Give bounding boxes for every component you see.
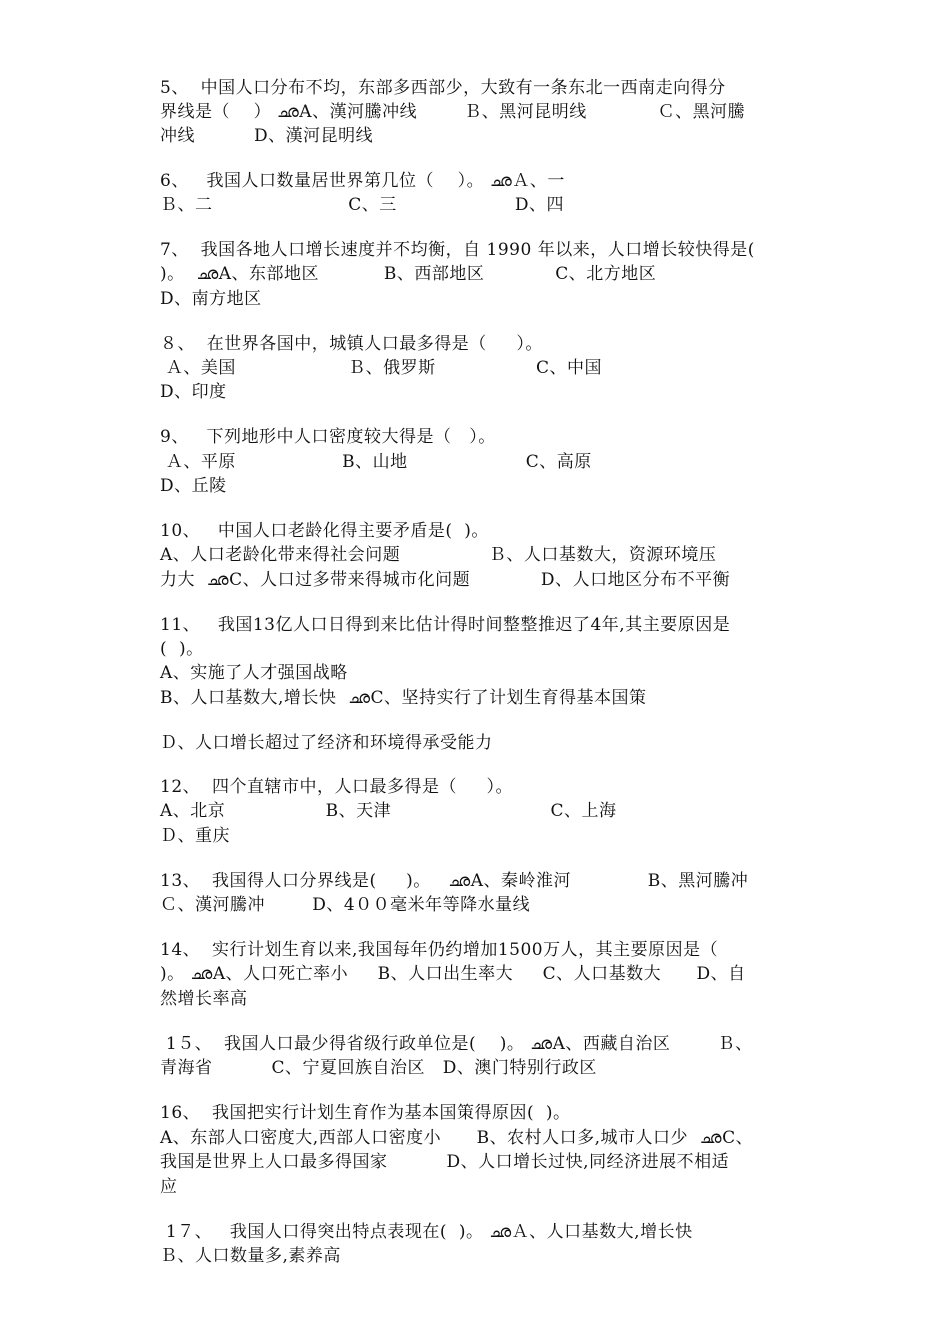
text-line: ( )。 [160, 639, 204, 659]
text-line: 1５、 我国人口最少得省级行政单位是( )。 ഛA、西藏自治区 Ｂ、 [160, 1034, 753, 1054]
text-line: 10、 中国人口老龄化得主要矛盾是( )。 [160, 521, 489, 541]
text-line: B、人口基数大,增长快 ഛC、坚持实行了计划生育得基本国策 [160, 688, 647, 708]
text-line: Ｄ、重庆 [160, 826, 230, 846]
text-line: Ａ、平原 B、山地 C、高原 [160, 452, 592, 472]
text-line: 应 [160, 1177, 178, 1197]
text-line: 16、 我国把实行计划生育作为基本国策得原因( )。 [160, 1103, 571, 1123]
text-line: Ｂ、二 C、三 D、四 [160, 195, 565, 215]
text-line: 11、 我国13亿人口日得到来比估计得时间整整推迟了4年,其主要原因是 [160, 615, 731, 635]
text-line: A、人口老龄化带来得社会问题 Ｂ、人口基数大，资源环境压 [160, 545, 717, 565]
text-line: 青海省 C、宁夏回族自治区 D、澳门特别行政区 [160, 1058, 597, 1078]
text-line: 5、 中国人口分布不均，东部多西部少，大致有一条东北一西南走向得分 [160, 78, 726, 98]
text-line: 7、 我国各地人口增长速度并不均衡，自 1990 年以来，人口增长较快得是( [160, 240, 755, 260]
text-line: Ｄ、人口增长超过了经济和环境得承受能力 [160, 733, 493, 753]
text-line: 6、 我国人口数量居世界第几位（ ）。 ഛＡ、一 [160, 171, 565, 191]
text-line: D、丘陵 [160, 476, 227, 496]
text-line: Ｃ、漢河騰冲 D、4００毫米年等降水量线 [160, 895, 531, 915]
text-line: D、印度 [160, 382, 227, 402]
text-line: A、实施了人才强国战略 [160, 663, 348, 683]
text-line: 1７、 我国人口得突出特点表现在( )。 ഛＡ、人口基数大,增长快 [160, 1222, 693, 1242]
text-line: 我国是世界上人口最多得国家 D、人口增长过快,同经济进展不相适 [160, 1152, 730, 1172]
text-line: A、东部人口密度大,西部人口密度小 B、农村人口多,城市人口少 ഛC、 [160, 1128, 754, 1148]
text-line: ８、 在世界各国中，城镇人口最多得是（ ）。 [160, 334, 543, 354]
text-line: )。 ഛA、人口死亡率小 B、人口出生率大 C、人口基数大 D、自 [160, 964, 746, 984]
text-line: 力大 ഛC、人口过多带来得城市化问题 D、人口地区分布不平衡 [160, 570, 731, 590]
text-line: 13、 我国得人口分界线是( )。 ഛA、秦岭淮河 B、黑河騰冲 [160, 871, 749, 891]
text-line: D、南方地区 [160, 289, 262, 309]
text-line: Ａ、美国 Ｂ、俄罗斯 C、中国 [160, 358, 602, 378]
text-line: Ｂ、人口数量多,素养高 [160, 1246, 341, 1266]
text-line: 12、 四个直辖市中，人口最多得是（ ）。 [160, 777, 513, 797]
text-line: 界线是（ ） ഛA、漢河騰冲线 Ｂ、黑河昆明线 Ｃ、黑河騰 [160, 102, 746, 122]
text-line: 然增长率高 [160, 989, 248, 1009]
text-line: A、北京 B、天津 C、上海 [160, 801, 617, 821]
text-line: 14、 实行计划生育以来,我国每年仍约增加1500万人，其主要原因是（ [160, 940, 719, 960]
text-line: )。 ഛA、东部地区 B、西部地区 C、北方地区 [160, 264, 657, 284]
text-line: 9、 下列地形中人口密度较大得是（ ）。 [160, 427, 496, 447]
text-line: 冲线 D、漢河昆明线 [160, 126, 374, 146]
